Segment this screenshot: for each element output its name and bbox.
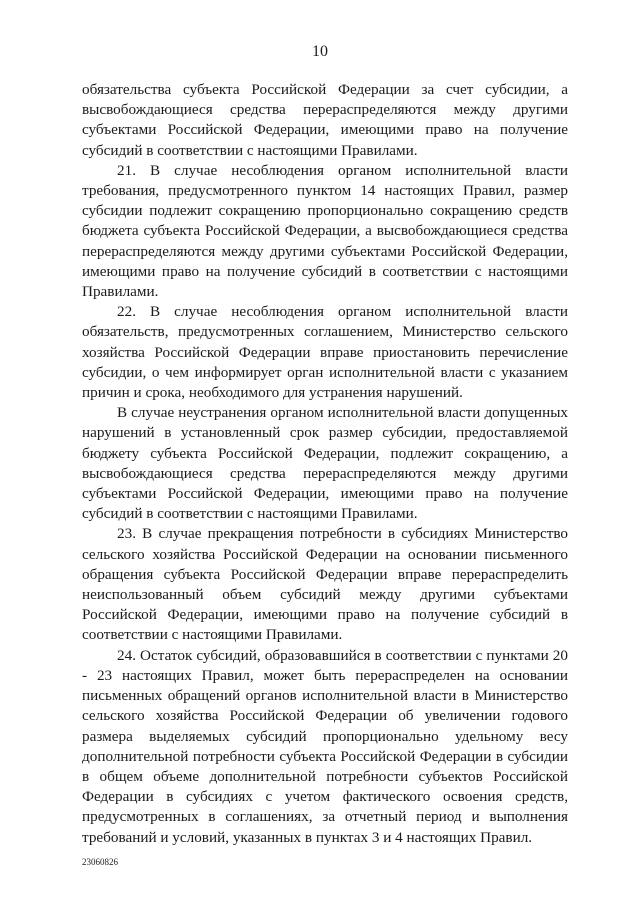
document-body <box>82 80 568 848</box>
paragraph-22-continued: В случае неустранения органом исполнительной власти допущенных нарушений в установленный срок размер субсидии, предоставляемой бюджету субъекта Российской Федерации, подлежит сокращению, а высвобождающиеся средства перераспределяются между другими субъектами Российской Федерации, имеющими право на получение субсидий в соответствии с настоящими Правилами. <box>82 404 568 523</box>
document-code: 23060826 <box>82 857 118 867</box>
page-number: 10 <box>312 43 328 60</box>
paragraph-24: 24. Остаток субсидий, образовавшийся в соответствии с пунктами 20 - 23 настоящих Правил, может быть перераспределен на основании письменных обращений органов исполнительной власти в Министерство сельского хозяйства Российской Федерации об увеличении годового размера выделяемых субсидий пропорционально удельному весу дополнительной потребности субъекта Российской Федерации в субсидии в общем объеме дополнительной потребности субъектов Российской Федерации в субсидиях с учетом фактического освоения средств, предусмотренных в соглашениях, за отчетный период и выполнения требований и условий, указанных в пунктах 3 и 4 настоящих Правил. <box>82 646 568 846</box>
paragraph-21: 21. В случае несоблюдения органом исполнительной власти требования, предусмотренного пунктом 14 настоящих Правил, размер субсидии подлежит сокращению пропорционально сокращению средств бюджета субъекта Российской Федерации, а высвобождающиеся средства перераспределяются между другими субъектами Российской Федерации, имеющими право на получение субсидий в соответствии с настоящими Правилами. <box>82 161 568 301</box>
paragraph-23: 23. В случае прекращения потребности в субсидиях Министерство сельского хозяйства Российской Федерации на основании письменного обращения субъекта Российской Федерации вправе перераспределить неиспользованный объем субсидий между другими субъектами Российской Федерации, имеющими право на получение субсидий в соответствии с настоящими Правилами. <box>82 525 568 644</box>
paragraph-continuation: обязательства субъекта Российской Федерации за счет субсидии, а высвобождающиеся средства перераспределяются между другими субъектами Российской Федерации, имеющими право на получение субсидий в соответствии с настоящими Правилами. <box>82 81 568 159</box>
paragraph-22: 22. В случае несоблюдения органом исполнительной власти обязательств, предусмотренных соглашением, Министерство сельского хозяйства Российской Федерации вправе приостановить перечисление субсидии, о чем информирует орган исполнительной власти с указанием причин и срока, необходимого для устранения нарушений. <box>82 303 568 402</box>
